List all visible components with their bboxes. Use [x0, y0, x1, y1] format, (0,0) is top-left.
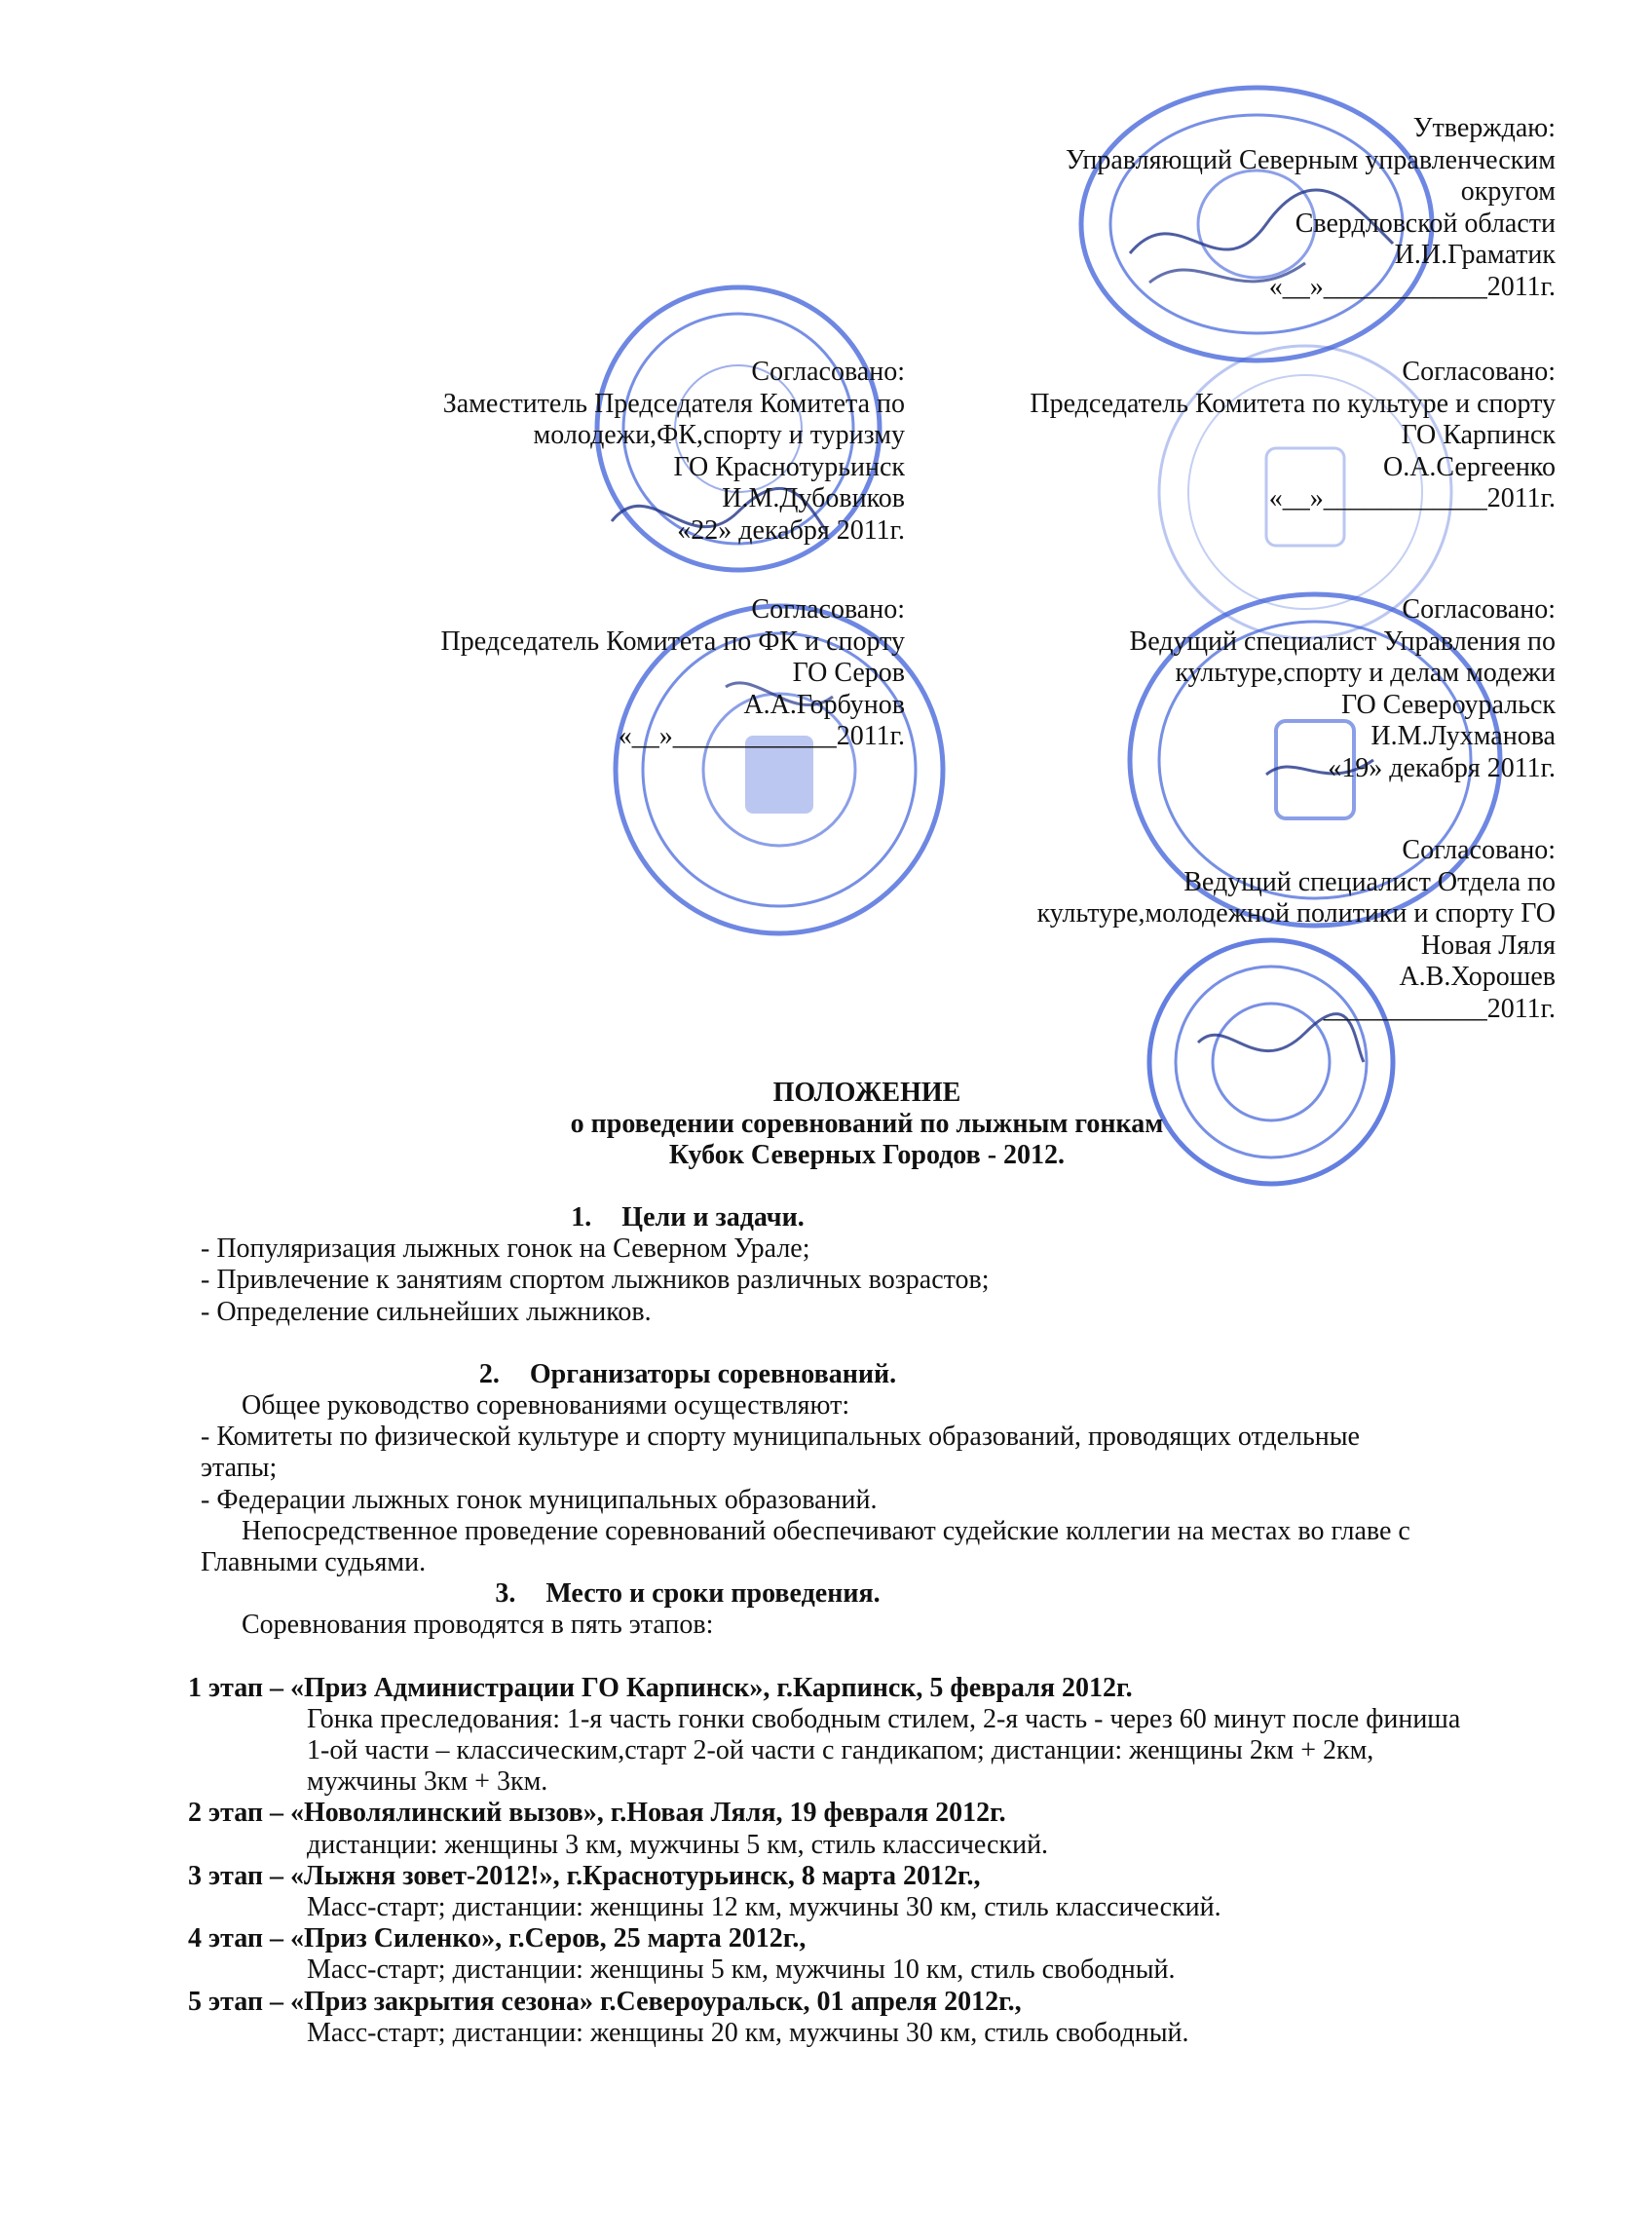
agreement-header: Согласовано: [1402, 357, 1556, 387]
section-3-intro: Соревнования проводятся в пять этапов: [242, 1610, 714, 1641]
agreement-date: «22» декабря 2011г. [677, 514, 905, 546]
agreement-line: молодежи,ФК,спорту и туризму [533, 420, 905, 450]
title-line-1: ПОЛОЖЕНИЕ [772, 1078, 961, 1108]
agreement-date: «19» декабря 2011г. [1328, 752, 1556, 783]
stage-description: Гонка преследования: 1-я часть гонки свободным стилем, 2-я часть - через 60 минут после финиша 1-ой части – классическим,старт 2-ой части с гандикапом; дистанции: женщины 2км + 2км, мужчины 3км + 3км. [307, 1703, 1461, 1798]
section-3-heading [201, 1578, 1175, 1610]
approval-line: И.И.Граматик [1394, 240, 1556, 270]
approval-block [1066, 113, 1556, 303]
section-title: Место и сроки проведения. [545, 1578, 881, 1610]
agreement-line: Ведущий специалист Отдела по [1183, 866, 1556, 897]
organizer-item: - Федерации лыжных гонок муниципальных образований. [201, 1484, 878, 1515]
section-title: Организаторы соревнований. [529, 1358, 897, 1389]
agreement-line: ГО Североуральск [1340, 689, 1556, 720]
approval-header: Утверждаю: [1412, 113, 1556, 143]
agreement-line: О.А.Сергеенко [1382, 451, 1556, 482]
section-number: 2. [478, 1358, 500, 1389]
agreement-line: А.В.Хорошев [1399, 962, 1556, 992]
stage-description: дистанции: женщины 3 км, мужчины 5 км, стиль классический. [307, 1829, 1049, 1860]
goal-item: - Определение сильнейших лыжников. [201, 1296, 652, 1327]
agreement-line: И.М.Дубовиков [722, 483, 905, 513]
agreement-serov [440, 594, 905, 753]
title-line-2: о проведении соревнований по лыжным гонкам [570, 1109, 1164, 1139]
document-title [0, 1078, 1652, 1171]
stage-description: Масс-старт; дистанции: женщины 20 км, мужчины 30 км, стиль свободный. [307, 2017, 1189, 2048]
section-2-paragraph: Непосредственное проведение соревнований обеспечивают судейские коллегии на местах во главе с [242, 1515, 1410, 1546]
agreement-date: ____________2011г. [1323, 993, 1556, 1024]
approval-line: округом [1460, 176, 1556, 207]
stage-title: 3 этап – «Лыжня зовет-2012!», г.Краснотурьинск, 8 марта 2012г., [188, 1860, 981, 1891]
agreement-line: ГО Краснотурьинск [673, 451, 905, 482]
approval-date: «__»____________2011г. [1268, 271, 1556, 302]
agreement-karpinsk [1030, 357, 1556, 515]
agreement-line: ГО Карпинск [1401, 420, 1556, 450]
agreement-line: культуре,спорту и делам модежи [1175, 658, 1556, 688]
section-number: 1. [571, 1202, 592, 1233]
agreement-line: Заместитель Председателя Комитета по [442, 388, 905, 419]
stage-title: 5 этап – «Приз закрытия сезона» г.Североуральск, 01 апреля 2012г., [188, 1986, 1022, 2017]
agreement-novaya-lyalya [1037, 835, 1556, 1025]
stage-title: 1 этап – «Приз Администрации ГО Карпинск», г.Карпинск, 5 февраля 2012г. [188, 1672, 1133, 1703]
document-body [188, 1202, 1564, 2049]
agreement-line: культуре,молодежной политики и спорту ГО [1036, 898, 1556, 929]
agreement-header: Согласовано: [751, 357, 905, 387]
agreement-line: Ведущий специалист Управления по [1129, 626, 1556, 657]
goal-item: - Привлечение к занятиям спортом лыжников различных возрастов; [201, 1265, 990, 1296]
agreement-header: Согласовано: [1402, 594, 1556, 625]
agreement-krasnoturinsk [443, 357, 905, 547]
agreement-line: Председатель Комитета по ФК и спорту [440, 626, 905, 657]
agreement-severouralsk [1130, 594, 1556, 784]
agreement-line: ГО Серов [792, 658, 905, 688]
approval-line: Управляющий Северным управленческим [1066, 144, 1556, 175]
agreement-header: Согласовано: [751, 594, 905, 625]
agreement-date: «__»____________2011г. [1268, 483, 1556, 513]
stage-title: 4 этап – «Приз Силенко», г.Серов, 25 марта 2012г., [188, 1923, 807, 1954]
agreement-line: И.М.Лухманова [1370, 721, 1556, 751]
section-number: 3. [495, 1578, 516, 1610]
agreement-line: Новая Ляля [1420, 929, 1556, 961]
stage-description: Масс-старт; дистанции: женщины 12 км, мужчины 30 км, стиль классический. [307, 1892, 1221, 1923]
section-2-intro: Общее руководство соревнованиями осуществляют: [242, 1390, 850, 1422]
goal-item: - Популяризация лыжных гонок на Северном Урале; [201, 1233, 810, 1265]
stage-title: 2 этап – «Новолялинский вызов», г.Новая Ляля, 19 февраля 2012г. [188, 1798, 1006, 1829]
section-1-heading [201, 1202, 1175, 1233]
section-2-paragraph-cont: Главными судьями. [201, 1547, 427, 1578]
organizer-item: - Комитеты по физической культуре и спорту муниципальных образований, проводящих отдельные [201, 1422, 1360, 1453]
title-line-3: Кубок Северных Городов - 2012. [668, 1140, 1066, 1170]
section-2-heading [201, 1359, 1175, 1390]
approval-line: Свердловской области [1295, 208, 1556, 239]
section-title: Цели и задачи. [621, 1202, 805, 1233]
agreement-line: А.А.Горбунов [743, 689, 905, 720]
agreement-header: Согласовано: [1402, 835, 1556, 865]
stage-description: Масс-старт; дистанции: женщины 5 км, мужчины 10 км, стиль свободный. [307, 1954, 1176, 1986]
agreement-line: Председатель Комитета по культуре и спорту [1030, 388, 1556, 419]
agreement-date: «__»____________2011г. [618, 721, 905, 751]
organizer-item-cont: этапы; [201, 1453, 278, 1484]
